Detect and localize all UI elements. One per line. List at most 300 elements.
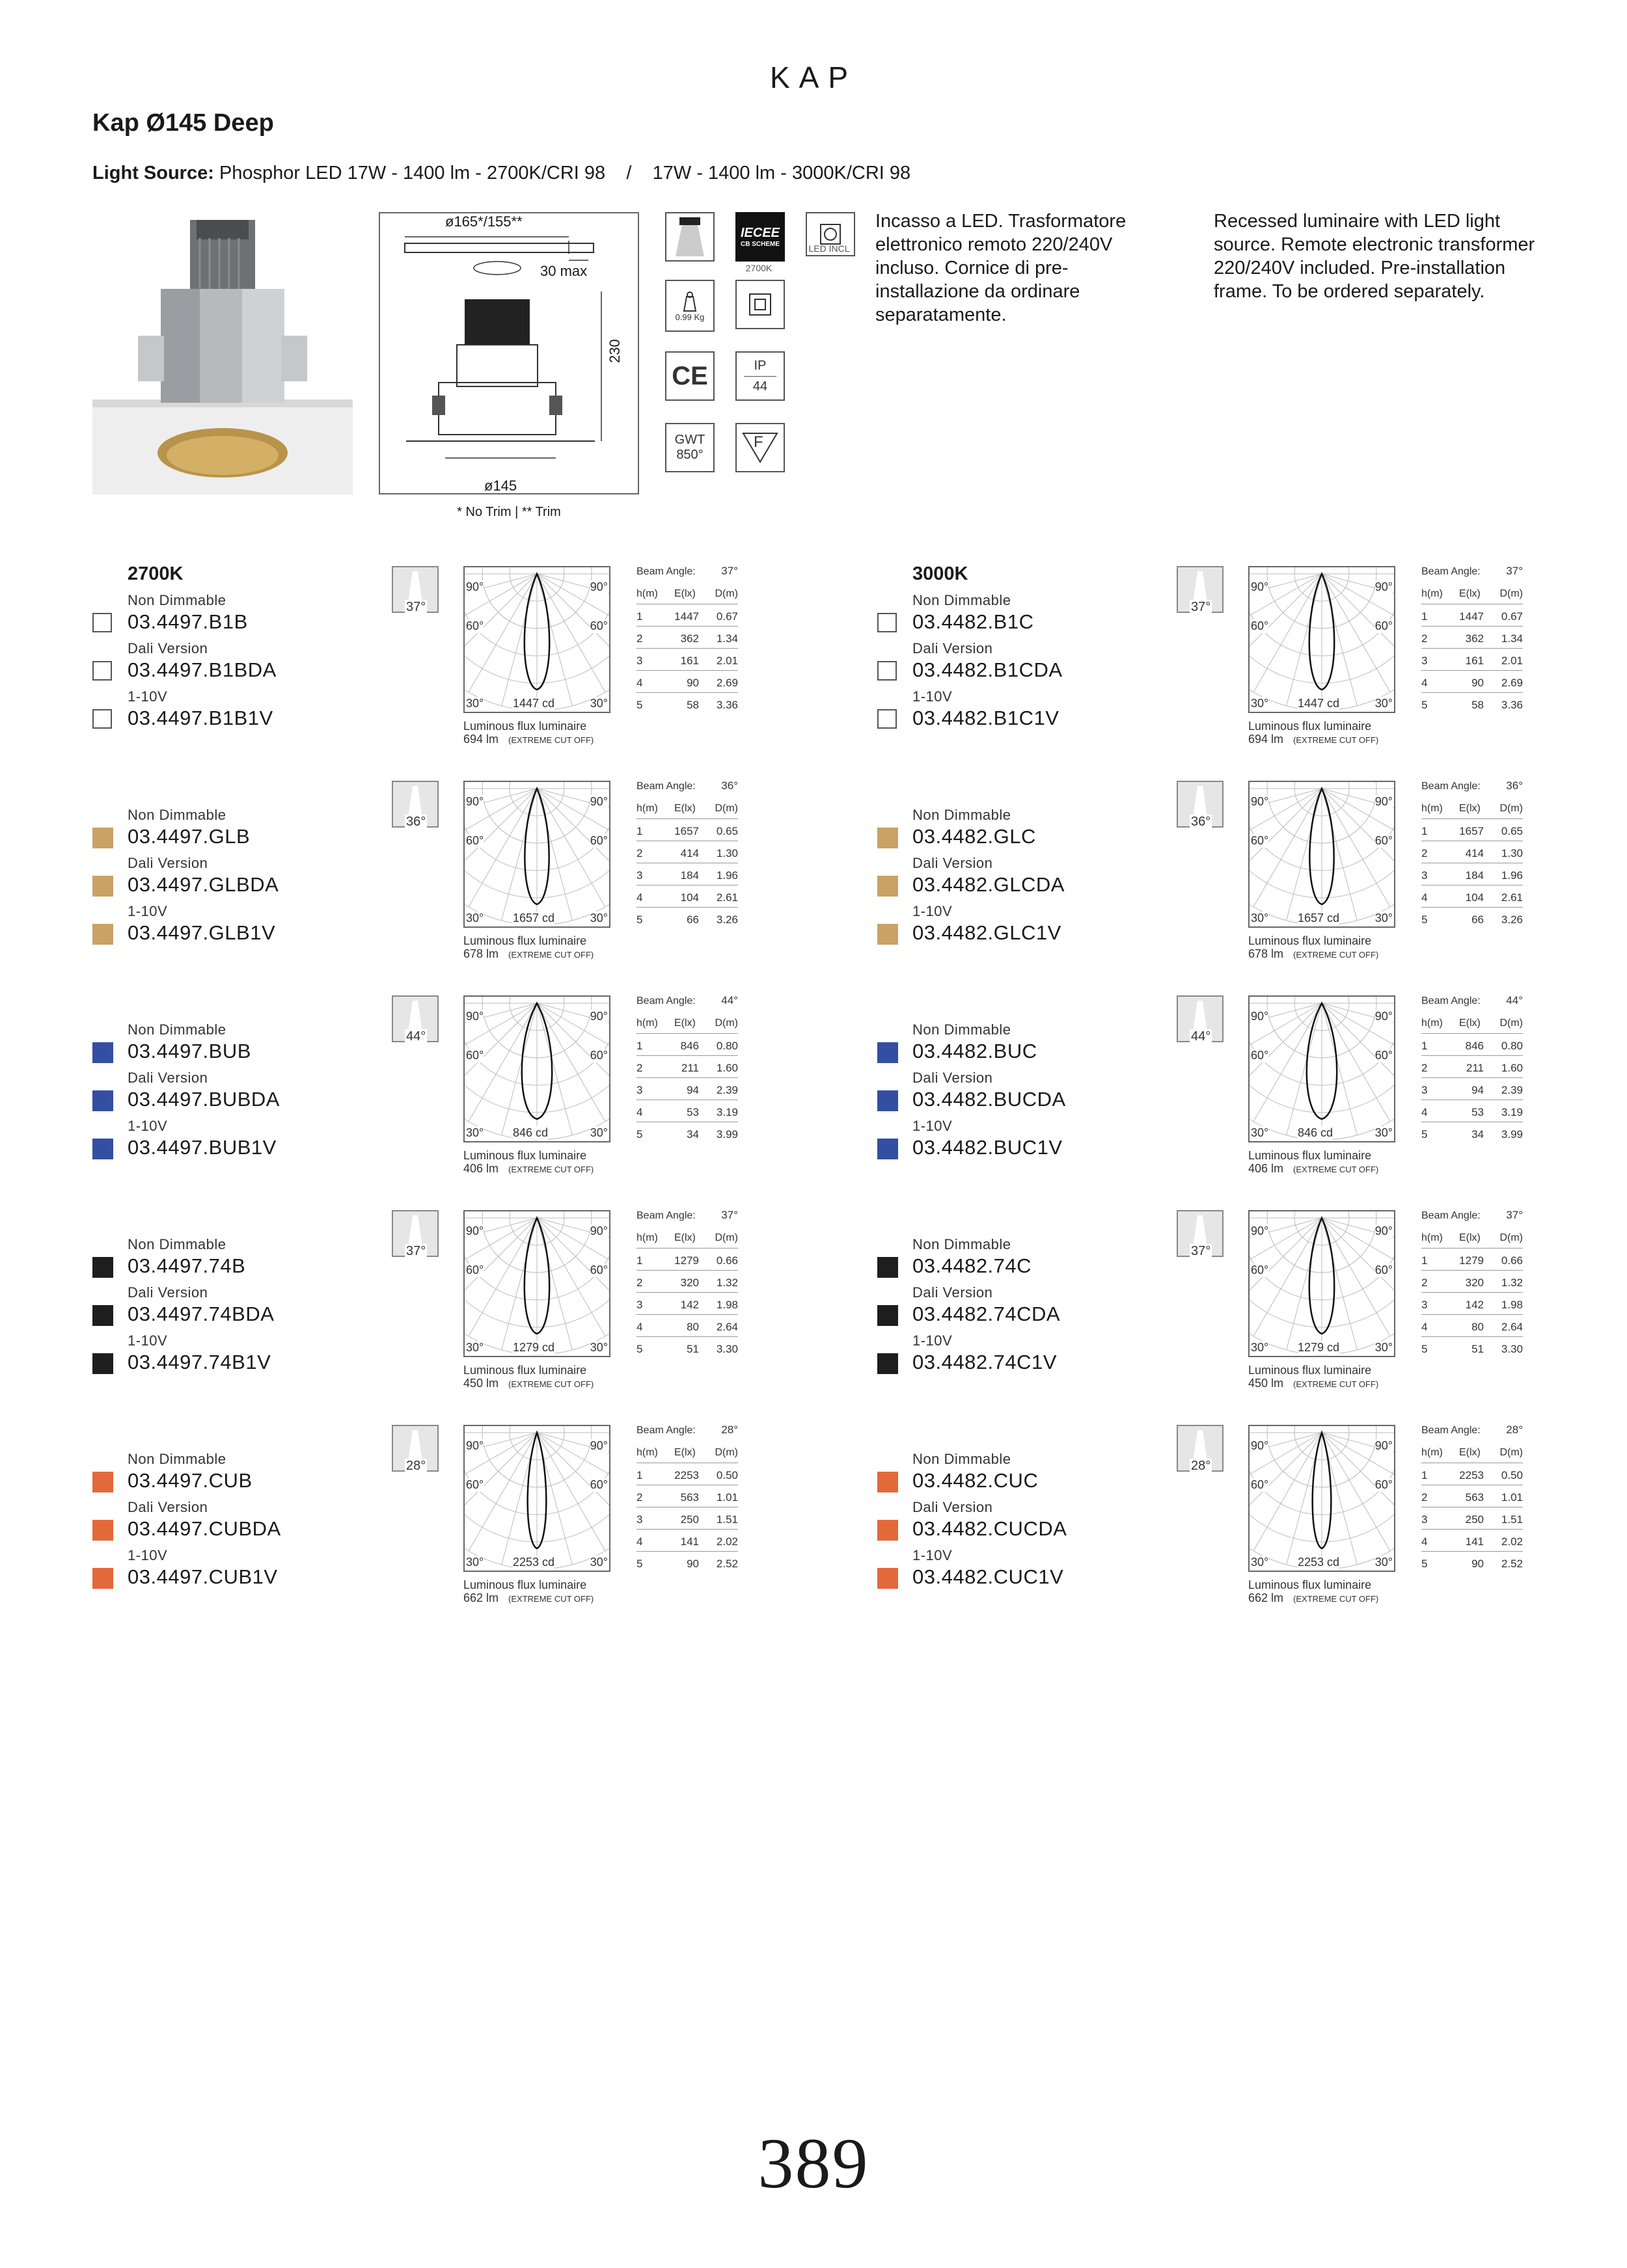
cell-e: 362 — [680, 632, 699, 645]
cell-d: 3.30 — [1501, 1343, 1523, 1355]
gwt-line1: GWT — [674, 433, 705, 447]
cell-e: 846 — [1465, 1040, 1484, 1052]
cell-d: 1.60 — [1501, 1062, 1523, 1074]
angle-label: 90° — [1251, 580, 1269, 593]
beam-angle-caption: Beam Angle: — [1421, 781, 1481, 792]
polar-radial — [537, 789, 572, 921]
cell-e: 563 — [680, 1491, 699, 1504]
cell-d: 2.02 — [1501, 1535, 1523, 1548]
cell-h: 1 — [636, 1469, 643, 1481]
angle-label: 60° — [590, 1478, 608, 1491]
angle-label: 30° — [590, 1126, 608, 1139]
cell-d: 2.01 — [716, 655, 738, 667]
cell-e: 1279 — [1459, 1254, 1484, 1267]
col-h: h(m) — [636, 1018, 658, 1029]
table-row — [1421, 1318, 1523, 1337]
angle-label: 30° — [590, 697, 608, 710]
drawing-max-dim: 30 max — [540, 263, 588, 279]
polar-diagram — [1248, 995, 1395, 1142]
finish-swatch — [92, 1520, 113, 1541]
beam-angle-caption: Beam Angle: — [636, 566, 696, 577]
finish-swatch — [877, 1090, 898, 1111]
variant-label: Dali Version — [912, 1499, 993, 1515]
flux-label: Luminous flux luminaire — [1248, 1578, 1372, 1591]
product-code: 03.4482.CUC1V — [912, 1565, 1064, 1588]
cell-h: 2 — [636, 1062, 643, 1074]
cell-e: 184 — [680, 869, 699, 882]
cell-e: 1447 — [1459, 610, 1484, 623]
table-header — [636, 586, 738, 604]
cell-e: 58 — [687, 699, 699, 711]
col-h: h(m) — [636, 588, 658, 599]
table-row — [1421, 1340, 1523, 1358]
drawing-top-dim: ø165*/155** — [445, 213, 523, 230]
angle-label: 60° — [1374, 1478, 1393, 1491]
gwt-line2: 850° — [676, 448, 704, 462]
beam-angle-value: 37° — [721, 565, 738, 577]
angle-label: 90° — [466, 1010, 484, 1023]
table-row — [636, 1126, 738, 1144]
finish-swatch — [877, 661, 897, 681]
polar-diagram — [463, 1210, 610, 1357]
angle-label: 30° — [1374, 697, 1393, 710]
cell-d: 0.66 — [716, 1254, 738, 1267]
table-row — [1421, 1489, 1523, 1507]
finish-swatch — [92, 661, 112, 681]
polar-grid — [1250, 567, 1394, 712]
variant-label: 1-10V — [912, 1118, 953, 1134]
cell-h: 5 — [636, 913, 643, 926]
flux-label: Luminous flux luminaire — [463, 1364, 587, 1377]
cell-e: 94 — [1471, 1084, 1484, 1096]
flux-value: 450 lm — [463, 1377, 499, 1390]
beam-angle-badge: 37° — [406, 1244, 426, 1258]
cell-e: 2253 — [674, 1469, 699, 1481]
cell-e: 1279 — [674, 1254, 699, 1267]
cell-e: 846 — [680, 1040, 699, 1052]
product-code: 03.4497.74B — [128, 1254, 246, 1277]
finish-swatch — [92, 1568, 113, 1589]
cell-h: 4 — [636, 1106, 643, 1118]
cell-e: 250 — [1465, 1513, 1484, 1526]
flux-label: Luminous flux luminaire — [1248, 1149, 1372, 1162]
table-row — [1421, 911, 1523, 929]
beam-angle-badge: 44° — [1191, 1029, 1211, 1044]
angle-label: 60° — [590, 1049, 608, 1062]
cell-e: 80 — [1471, 1321, 1484, 1333]
variant-label: 1-10V — [128, 1547, 168, 1563]
cell-h: 2 — [636, 847, 643, 859]
flux-value: 694 lm — [463, 733, 499, 746]
cell-e: 362 — [1465, 632, 1484, 645]
product-code: 03.4482.74CDA — [912, 1303, 1061, 1325]
col-h: h(m) — [636, 803, 658, 814]
cut-off-note: (EXTREME CUT OFF) — [1293, 1379, 1379, 1389]
iecee-line1: IECEE — [740, 226, 780, 240]
peak-intensity: 846 cd — [1298, 1126, 1333, 1139]
cell-d: 3.99 — [1501, 1128, 1523, 1141]
flux-value-line — [463, 1591, 594, 1606]
table-row — [1421, 844, 1523, 863]
beam-angle-value: 37° — [1506, 565, 1523, 577]
col-d: D(m) — [1499, 803, 1523, 814]
table-row — [636, 1533, 738, 1552]
cell-d: 1.30 — [716, 847, 738, 859]
col-e: E(lx) — [674, 588, 696, 599]
variant-label: 1-10V — [912, 1332, 953, 1349]
finish-swatch — [92, 613, 112, 632]
angle-label: 30° — [590, 1341, 608, 1354]
cell-d: 2.64 — [716, 1321, 738, 1333]
frame-icon — [735, 280, 785, 329]
finish-swatch — [877, 709, 897, 729]
finish-swatch — [92, 1353, 113, 1374]
angle-label: 90° — [590, 1224, 608, 1237]
cut-off-note: (EXTREME CUT OFF) — [1293, 950, 1379, 960]
beam-angle-caption: Beam Angle: — [1421, 566, 1481, 577]
variant-label: 1-10V — [912, 903, 953, 919]
col-d: D(m) — [1499, 1232, 1523, 1243]
illuminance-table — [1421, 1425, 1523, 1581]
product-code: 03.4482.B1CDA — [912, 658, 1063, 681]
cell-d: 0.65 — [716, 825, 738, 837]
peak-intensity: 1447 cd — [513, 697, 555, 710]
cell-d: 1.34 — [716, 632, 738, 645]
peak-intensity: 1657 cd — [513, 911, 555, 925]
angle-label: 90° — [466, 1439, 484, 1452]
cell-d: 3.36 — [1501, 699, 1523, 711]
beam-angle-value: 37° — [721, 1209, 738, 1221]
angle-label: 30° — [1374, 1126, 1393, 1139]
ip-value: 44 — [752, 379, 768, 394]
table-row — [636, 1466, 738, 1485]
col-h: h(m) — [1421, 803, 1443, 814]
product-code: 03.4497.B1B1V — [128, 707, 273, 729]
product-code: 03.4482.BUC — [912, 1040, 1037, 1062]
col-d: D(m) — [715, 803, 738, 814]
angle-label: 60° — [590, 619, 608, 632]
polar-grid — [1250, 782, 1394, 926]
product-code: 03.4497.BUB — [128, 1040, 251, 1062]
cell-h: 1 — [1421, 610, 1428, 623]
cell-e: 1657 — [1459, 825, 1484, 837]
polar-diagram — [1248, 1210, 1395, 1357]
cell-d: 0.80 — [1501, 1040, 1523, 1052]
col-h: h(m) — [636, 1447, 658, 1458]
cell-d: 0.67 — [1501, 610, 1523, 623]
cell-d: 2.61 — [1501, 891, 1523, 904]
product-code: 03.4497.GLB — [128, 825, 251, 848]
table-header — [1421, 1015, 1523, 1034]
col-h: h(m) — [1421, 1232, 1443, 1243]
table-row — [1421, 867, 1523, 885]
angle-label: 30° — [1251, 911, 1269, 925]
col-d: D(m) — [1499, 1447, 1523, 1458]
cell-h: 2 — [636, 632, 643, 645]
product-code: 03.4482.GLC1V — [912, 921, 1061, 944]
variant-label: Dali Version — [912, 855, 993, 871]
cell-h: 1 — [1421, 1469, 1428, 1481]
illuminance-table — [636, 1210, 738, 1366]
finish-swatch — [877, 1472, 898, 1492]
col-e: E(lx) — [1459, 1447, 1481, 1458]
cell-d: 1.01 — [1501, 1491, 1523, 1504]
cell-h: 1 — [636, 1254, 643, 1267]
variant-label: 1-10V — [128, 688, 168, 705]
angle-label: 30° — [466, 697, 484, 710]
cell-e: 141 — [1465, 1535, 1484, 1548]
peak-intensity: 1657 cd — [1298, 911, 1340, 925]
cell-e: 51 — [1471, 1343, 1484, 1355]
variant-label: Dali Version — [128, 640, 208, 656]
table-row — [636, 630, 738, 649]
beam-angle-caption: Beam Angle: — [1421, 1425, 1481, 1436]
cell-h: 2 — [1421, 1276, 1428, 1289]
angle-label: 90° — [466, 1224, 484, 1237]
cell-h: 3 — [1421, 869, 1428, 882]
table-row — [636, 1252, 738, 1271]
table-row — [1421, 696, 1523, 714]
finish-swatch — [877, 1353, 898, 1374]
table-row — [636, 1489, 738, 1507]
angle-label: 60° — [590, 834, 608, 847]
cell-d: 1.30 — [1501, 847, 1523, 859]
table-row — [1421, 1081, 1523, 1100]
table-row — [636, 1059, 738, 1078]
cell-d: 2.52 — [1501, 1558, 1523, 1570]
flux-value: 406 lm — [463, 1162, 499, 1175]
cell-h: 3 — [1421, 655, 1428, 667]
variant-label: Non Dimmable — [912, 807, 1011, 823]
finish-swatch — [92, 709, 112, 729]
cell-d: 1.51 — [1501, 1513, 1523, 1526]
cell-h: 5 — [636, 1558, 643, 1570]
cell-h: 2 — [636, 1491, 643, 1504]
cell-h: 2 — [1421, 632, 1428, 645]
cell-d: 0.50 — [1501, 1469, 1523, 1481]
angle-label: 30° — [1374, 1341, 1393, 1354]
cell-d: 1.32 — [716, 1276, 738, 1289]
product-code: 03.4482.GLC — [912, 825, 1036, 848]
angle-label: 60° — [1251, 1478, 1269, 1491]
cell-d: 1.98 — [1501, 1299, 1523, 1311]
flux-label: Luminous flux luminaire — [463, 1149, 587, 1162]
polar-diagram — [463, 566, 610, 713]
cell-e: 142 — [1465, 1299, 1484, 1311]
polar-grid — [1250, 1426, 1394, 1571]
cell-h: 3 — [636, 1513, 643, 1526]
cell-h: 4 — [636, 891, 643, 904]
finish-swatch — [92, 1139, 113, 1159]
col-e: E(lx) — [674, 1447, 696, 1458]
cell-e: 184 — [1465, 869, 1484, 882]
angle-label: 90° — [590, 1010, 608, 1023]
cell-e: 53 — [1471, 1106, 1484, 1118]
table-row — [1421, 652, 1523, 671]
angle-label: 90° — [1374, 1439, 1393, 1452]
flux-value: 406 lm — [1248, 1162, 1284, 1175]
angle-label: 60° — [590, 1263, 608, 1276]
cell-h: 5 — [1421, 1558, 1428, 1570]
finish-swatch — [92, 924, 113, 945]
light-source-label: Light Source: — [92, 163, 214, 183]
polar-diagram — [463, 995, 610, 1142]
angle-label: 60° — [1251, 1049, 1269, 1062]
table-row — [1421, 1533, 1523, 1552]
product-code: 03.4482.BUCDA — [912, 1088, 1066, 1111]
product-code: 03.4482.BUC1V — [912, 1136, 1063, 1159]
polar-diagram — [463, 1425, 610, 1572]
cell-d: 2.02 — [716, 1535, 738, 1548]
beam-angle-value: 28° — [1506, 1424, 1523, 1436]
cell-d: 3.36 — [716, 699, 738, 711]
finish-swatch — [92, 1090, 113, 1111]
table-row — [1421, 889, 1523, 908]
angle-label: 60° — [466, 1049, 484, 1062]
light-source-text: Phosphor LED 17W - 1400 lm - 2700K/CRI 98 / 17W - 1400 lm - 3000K/CRI 98 — [213, 163, 911, 183]
beam-angle-value: 36° — [1506, 779, 1523, 792]
cut-off-note: (EXTREME CUT OFF) — [1293, 1165, 1379, 1174]
table-header — [1421, 1230, 1523, 1249]
cell-d: 1.96 — [716, 869, 738, 882]
col-d: D(m) — [1499, 1018, 1523, 1029]
angle-label: 30° — [590, 1556, 608, 1569]
drawing-height-dim: 230 — [607, 339, 623, 363]
cell-e: 66 — [1471, 913, 1484, 926]
illuminance-table — [636, 1425, 738, 1581]
col-h: h(m) — [636, 1232, 658, 1243]
flux-value-line — [1248, 733, 1378, 747]
col-d: D(m) — [1499, 588, 1523, 599]
table-row — [1421, 1059, 1523, 1078]
flux-value-line — [1248, 1162, 1378, 1176]
led-incl-caption: LED INCL — [808, 243, 850, 254]
table-row — [636, 911, 738, 929]
page-number: 389 — [758, 2124, 869, 2203]
variant-label: 1-10V — [912, 688, 953, 705]
cell-e: 141 — [680, 1535, 699, 1548]
table-row — [636, 1340, 738, 1358]
beam-angle-badge: 28° — [406, 1459, 426, 1473]
variant-label: Dali Version — [912, 1070, 993, 1086]
finish-swatch — [92, 828, 113, 848]
variant-label: 1-10V — [912, 1547, 953, 1563]
flux-value: 678 lm — [463, 947, 499, 960]
table-row — [636, 822, 738, 841]
peak-intensity: 2253 cd — [1298, 1556, 1340, 1569]
beam-angle-badge: 44° — [406, 1029, 426, 1044]
product-code: 03.4482.B1C1V — [912, 707, 1060, 729]
table-row — [636, 889, 738, 908]
table-header — [636, 800, 738, 819]
col-h: h(m) — [1421, 1018, 1443, 1029]
angle-label: 60° — [1251, 834, 1269, 847]
cut-off-note: (EXTREME CUT OFF) — [508, 1379, 594, 1389]
cell-e: 161 — [680, 655, 699, 667]
product-code: 03.4497.74B1V — [128, 1351, 271, 1373]
variant-label: Non Dimmable — [912, 1236, 1011, 1252]
product-code: 03.4497.B1BDA — [128, 658, 277, 681]
table-row — [1421, 608, 1523, 627]
beam-angle-value: 37° — [1506, 1209, 1523, 1221]
cell-h: 2 — [636, 1276, 643, 1289]
beam-angle-caption: Beam Angle: — [1421, 995, 1481, 1006]
cell-d: 0.66 — [1501, 1254, 1523, 1267]
cell-h: 3 — [636, 1084, 643, 1096]
col-e: E(lx) — [674, 1232, 696, 1243]
col-h: h(m) — [1421, 1447, 1443, 1458]
illuminance-table — [636, 995, 738, 1152]
cell-d: 2.61 — [716, 891, 738, 904]
polar-grid — [465, 1426, 609, 1571]
variant-label: Non Dimmable — [128, 1451, 226, 1467]
illuminance-table — [1421, 995, 1523, 1152]
beam-angle-badge: 37° — [1191, 600, 1211, 614]
flux-label: Luminous flux luminaire — [463, 720, 587, 733]
table-row — [636, 1103, 738, 1122]
angle-label: 90° — [1251, 795, 1269, 808]
variant-label: Dali Version — [128, 855, 208, 871]
cell-e: 80 — [687, 1321, 699, 1333]
cut-off-note: (EXTREME CUT OFF) — [508, 735, 594, 745]
angle-label: 60° — [466, 1263, 484, 1276]
finish-swatch — [877, 924, 898, 945]
cell-h: 3 — [636, 1299, 643, 1311]
table-row — [636, 867, 738, 885]
table-row — [1421, 1037, 1523, 1056]
cell-h: 1 — [636, 1040, 643, 1052]
beam-angle-value: 36° — [721, 779, 738, 792]
cell-h: 3 — [1421, 1084, 1428, 1096]
col-h: h(m) — [1421, 588, 1443, 599]
cell-e: 90 — [1471, 677, 1484, 689]
polar-diagram — [463, 781, 610, 928]
flux-value-line — [463, 947, 594, 962]
weight-value: 0.99 Kg — [675, 312, 705, 322]
finish-swatch — [92, 1042, 113, 1063]
variant-label: Non Dimmable — [128, 1021, 226, 1038]
angle-label: 90° — [590, 795, 608, 808]
angle-label: 90° — [466, 795, 484, 808]
cell-h: 3 — [636, 655, 643, 667]
table-row — [1421, 1296, 1523, 1315]
cell-h: 4 — [636, 1321, 643, 1333]
variant-label: Dali Version — [128, 1499, 208, 1515]
angle-label: 60° — [1374, 834, 1393, 847]
flux-value: 678 lm — [1248, 947, 1284, 960]
flux-label: Luminous flux luminaire — [463, 934, 587, 947]
cell-d: 3.19 — [716, 1106, 738, 1118]
col-d: D(m) — [715, 1018, 738, 1029]
cut-off-note: (EXTREME CUT OFF) — [508, 950, 594, 960]
cell-e: 90 — [687, 1558, 699, 1570]
cell-h: 2 — [1421, 847, 1428, 859]
cell-e: 211 — [1466, 1062, 1484, 1074]
angle-label: 90° — [590, 1439, 608, 1452]
polar-radial — [1287, 789, 1322, 921]
variant-label: Non Dimmable — [912, 592, 1011, 608]
f-mark-letter: F — [754, 433, 763, 451]
table-row — [1421, 1466, 1523, 1485]
table-row — [636, 844, 738, 863]
trim-note: * No Trim | ** Trim — [457, 505, 561, 519]
product-code: 03.4497.74BDA — [128, 1303, 275, 1325]
col-e: E(lx) — [1459, 803, 1481, 814]
finish-swatch — [877, 1042, 898, 1063]
technical-drawing — [379, 212, 639, 494]
product-code: 03.4482.B1C — [912, 610, 1034, 633]
finish-swatch — [877, 1305, 898, 1326]
